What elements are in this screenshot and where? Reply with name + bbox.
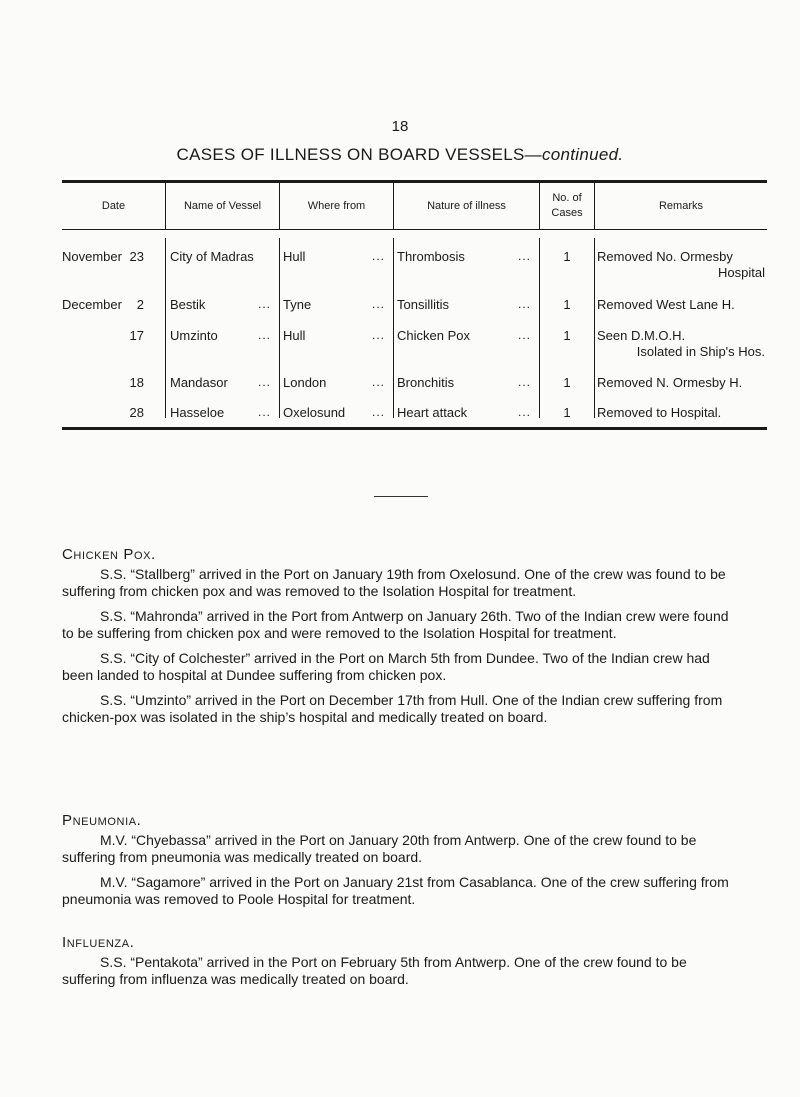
row-month: November [62,249,122,264]
header-cases-line2: Cases [551,207,583,219]
header-divider [279,183,280,229]
leader-dots: ... [372,297,386,311]
column-divider [539,238,540,418]
row-vessel: Umzinto [170,328,218,343]
row-vessel: Bestik [170,297,206,312]
row-cases: 1 [563,297,571,312]
section-heading: Pneumonia. [62,812,142,829]
header-illness: Nature of illness [427,199,506,212]
leader-dots: ... [258,297,272,311]
table-bottom-rule [62,427,767,430]
section-heading: Influenza. [62,934,135,951]
remarks-line1: Removed N. Ormesby H. [597,375,743,390]
remarks-line1: Removed to Hospital. [597,405,722,420]
illness-table [62,180,767,430]
column-divider [393,238,394,418]
row-remarks [597,249,765,281]
column-divider [594,238,595,418]
row-where: London [283,375,327,390]
row-illness: Thrombosis [397,249,465,264]
leader-dots: ... [372,328,386,342]
leader-dots: ... [258,375,272,389]
header-divider [594,183,595,229]
leader-dots: ... [372,405,386,419]
section-paragraph: M.V. “Sagamore” arrived in the Port on January 21st from Casablanca. One of the crew suffering from pneumonia was removed to Poole Hospital for treatment. [62,873,729,907]
row-illness: Heart attack [397,405,468,420]
leader-dots: ... [518,328,532,342]
row-remarks [597,328,765,360]
remarks-line1: Removed West Lane H. [597,297,735,312]
row-day: 17 [129,328,144,343]
row-day: 2 [136,297,144,312]
leader-dots: ... [518,297,532,311]
section-paragraph: M.V. “Chyebassa” arrived in the Port on January 20th from Antwerp. One of the crew found to be suffering from pneumonia was medically treated on board. [62,831,697,865]
page-number: 18 [391,118,409,135]
header-cases [540,183,594,229]
title-main: CASES OF ILLNESS ON BOARD VESSELS [176,145,525,164]
row-illness: Bronchitis [397,375,455,390]
remarks-line1: Removed No. Ormesby [597,249,733,264]
section-heading: Chicken Pox. [62,546,156,563]
remarks-line2: Isolated in Ship's Hos. [636,344,765,359]
row-remarks [597,375,765,391]
table-header [62,183,767,229]
leader-dots: ... [518,249,532,263]
section-paragraph: S.S. “Pentakota” arrived in the Port on February 5th from Antwerp. One of the crew found to be suffering from influenza was medically treated on board. [62,953,687,987]
remarks-line1: Seen D.M.O.H. [597,328,686,343]
header-remarks: Remarks [658,199,703,212]
header-divider [165,183,166,229]
row-month: December [62,297,122,312]
row-vessel: City of Madras [170,249,254,264]
header-cases-line1: No. of [552,192,582,204]
leader-dots: ... [518,405,532,419]
row-cases: 1 [563,405,571,420]
pneumonia-section [62,812,732,916]
row-illness: Chicken Pox [397,328,470,343]
leader-dots: ... [372,375,386,389]
row-where: Oxelosund [283,405,346,420]
section-paragraph: S.S. “City of Colchester” arrived in the Port on March 5th from Dundee. Two of the Indian crew had been landed to hospital at Dundee suffering from chicken pox. [62,649,710,683]
table-body [62,230,767,427]
row-cases: 1 [563,249,571,264]
row-remarks [597,297,765,313]
row-remarks [597,405,765,421]
header-divider [539,183,540,229]
row-where: Tyne [283,297,312,312]
page-title [0,145,800,165]
row-day: 18 [129,375,144,390]
header-where: Where from [307,199,366,212]
column-divider [279,238,280,418]
column-divider [165,238,166,418]
section-divider [374,496,428,497]
title-suffix: —continued. [524,145,624,164]
leader-dots: ... [258,328,272,342]
header-date: Date [101,199,126,212]
leader-dots: ... [258,405,272,419]
influenza-section [62,934,732,996]
row-where: Hull [283,328,306,343]
row-vessel: Mandasor [170,375,228,390]
section-paragraph: S.S. “Mahronda” arrived in the Port from Antwerp on January 26th. Two of the Indian crew were found to be suffering from chicken pox and were removed to the Isolation Hospital for treatment. [62,607,729,641]
leader-dots: ... [518,375,532,389]
row-day: 28 [129,405,144,420]
header-vessel: Name of Vessel [183,199,262,212]
section-paragraph: S.S. “Umzinto” arrived in the Port on December 17th from Hull. One of the Indian crew suffering from chicken-pox was isolated in the ship’s hospital and medically treated on board. [62,691,723,725]
remarks-line2: Hospital [718,265,765,280]
header-divider [393,183,394,229]
chicken-pox-section [62,546,732,734]
row-cases: 1 [563,328,571,343]
row-vessel: Hasseloe [170,405,225,420]
row-where: Hull [283,249,306,264]
row-illness: Tonsillitis [397,297,450,312]
leader-dots: ... [372,249,386,263]
row-day: 23 [129,249,144,264]
row-cases: 1 [563,375,571,390]
section-paragraph: S.S. “Stallberg” arrived in the Port on January 19th from Oxelosund. One of the crew was found to be suffering from chicken pox and was removed to the Isolation Hospital for treatment. [62,565,726,599]
